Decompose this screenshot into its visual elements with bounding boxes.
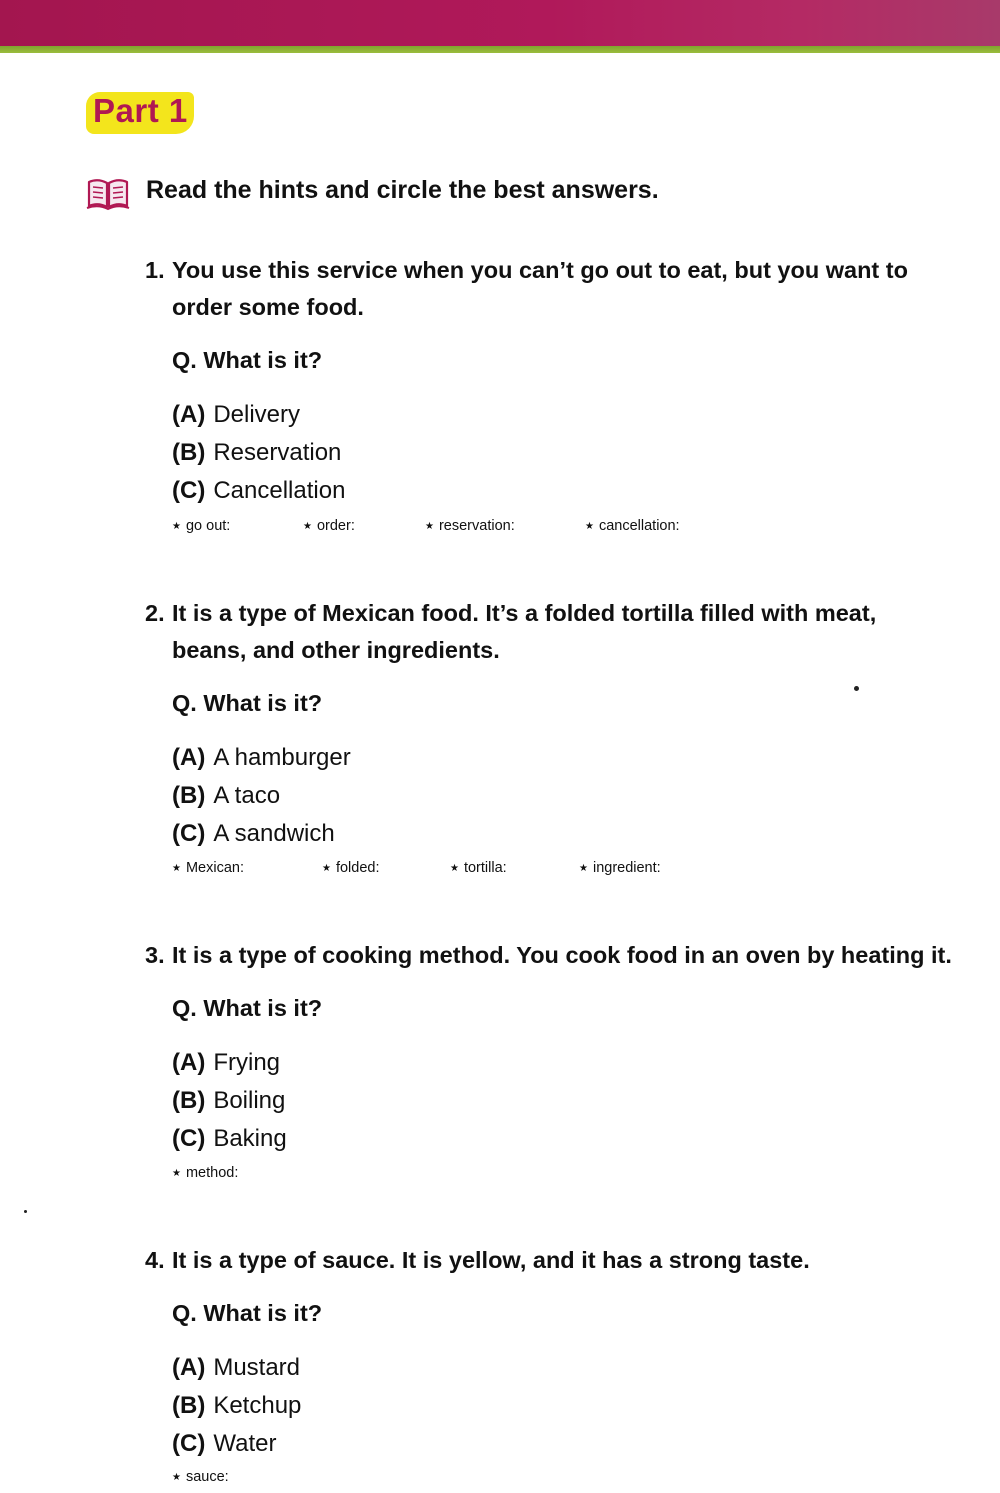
- open-book-icon: [86, 175, 130, 211]
- question-stem: [145, 252, 985, 326]
- option-letter: (C): [172, 820, 206, 847]
- star-icon: ★: [322, 863, 331, 874]
- question-number: 3.: [145, 942, 165, 968]
- option-text: Baking: [213, 1125, 287, 1152]
- stem-line-2: beans, and other ingredients.: [172, 637, 500, 663]
- question-prompt: Q. What is it?: [172, 347, 323, 373]
- question-number: 1.: [145, 257, 165, 283]
- option-c[interactable]: [172, 1430, 276, 1458]
- vocab-item: ★ reservation:: [425, 518, 515, 534]
- vocab-item: ★ Mexican:: [172, 860, 244, 876]
- star-icon: ★: [450, 863, 459, 874]
- star-icon: ★: [172, 863, 181, 874]
- option-b[interactable]: [172, 1087, 285, 1115]
- question-stem: [145, 1242, 985, 1279]
- vocab-item: ★ ingredient:: [579, 860, 661, 876]
- option-text: Water: [213, 1430, 277, 1457]
- option-text: Mustard: [213, 1354, 301, 1381]
- option-letter: (C): [172, 1430, 206, 1457]
- option-text: Delivery: [213, 401, 301, 428]
- question-prompt: Q. What is it?: [172, 1300, 323, 1326]
- option-c[interactable]: [172, 820, 335, 848]
- star-icon: ★: [585, 521, 594, 532]
- question-number: 4.: [145, 1247, 165, 1273]
- question-stem: [145, 937, 985, 974]
- option-letter: (B): [172, 439, 206, 466]
- option-a[interactable]: [172, 1049, 280, 1077]
- option-text: Frying: [213, 1049, 281, 1076]
- option-a[interactable]: [172, 744, 351, 772]
- question-stem: [145, 595, 985, 669]
- option-letter: (A): [172, 744, 206, 771]
- option-text: A sandwich: [213, 820, 335, 847]
- option-c[interactable]: [172, 477, 345, 505]
- vocab-item: ★ go out:: [172, 518, 231, 534]
- instruction-text: Read the hints and circle the best answers.: [146, 176, 659, 204]
- stem-line-1: You use this service when you can’t go out to eat, but you want to: [172, 257, 908, 283]
- stem-line-1: It is a type of sauce. It is yellow, and it has a strong taste.: [172, 1247, 810, 1273]
- stem-line-1: It is a type of Mexican food. It’s a folded tortilla filled with meat,: [172, 600, 877, 626]
- vocab-item: ★ tortilla:: [450, 860, 507, 876]
- option-letter: (B): [172, 1087, 206, 1114]
- option-text: A hamburger: [213, 744, 351, 771]
- option-letter: (C): [172, 477, 206, 504]
- stem-line-2: order some food.: [172, 294, 364, 320]
- star-icon: ★: [172, 1168, 181, 1179]
- option-b[interactable]: [172, 782, 280, 810]
- option-a[interactable]: [172, 401, 300, 429]
- option-text: Ketchup: [213, 1392, 302, 1419]
- option-text: Cancellation: [213, 477, 346, 504]
- header-band: [0, 0, 1000, 46]
- option-letter: (B): [172, 782, 206, 809]
- option-b[interactable]: [172, 1392, 301, 1420]
- header-strip: [0, 46, 1000, 53]
- option-letter: (A): [172, 401, 206, 428]
- vocab-item: ★ method:: [172, 1165, 239, 1181]
- vocab-item: ★ cancellation:: [585, 518, 680, 534]
- star-icon: ★: [579, 863, 588, 874]
- option-text: Reservation: [213, 439, 342, 466]
- option-c[interactable]: [172, 1125, 287, 1153]
- vocab-item: ★ sauce:: [172, 1469, 229, 1485]
- part-title: Part 1: [93, 92, 188, 129]
- scan-speck: [24, 1210, 27, 1213]
- vocab-item: ★ order:: [303, 518, 355, 534]
- star-icon: ★: [425, 521, 434, 532]
- option-text: Boiling: [213, 1087, 286, 1114]
- question-prompt: Q. What is it?: [172, 690, 323, 716]
- option-letter: (C): [172, 1125, 206, 1152]
- vocab-item: ★ folded:: [322, 860, 380, 876]
- star-icon: ★: [172, 1472, 181, 1483]
- option-a[interactable]: [172, 1354, 300, 1382]
- question-number: 2.: [145, 600, 165, 626]
- question-prompt: Q. What is it?: [172, 995, 323, 1021]
- stem-line-1: It is a type of cooking method. You cook food in an oven by heating it.: [172, 942, 952, 968]
- star-icon: ★: [303, 521, 312, 532]
- scan-speck: [854, 686, 859, 691]
- star-icon: ★: [172, 521, 181, 532]
- option-letter: (B): [172, 1392, 206, 1419]
- option-b[interactable]: [172, 439, 341, 467]
- option-letter: (A): [172, 1354, 206, 1381]
- option-text: A taco: [213, 782, 281, 809]
- option-letter: (A): [172, 1049, 206, 1076]
